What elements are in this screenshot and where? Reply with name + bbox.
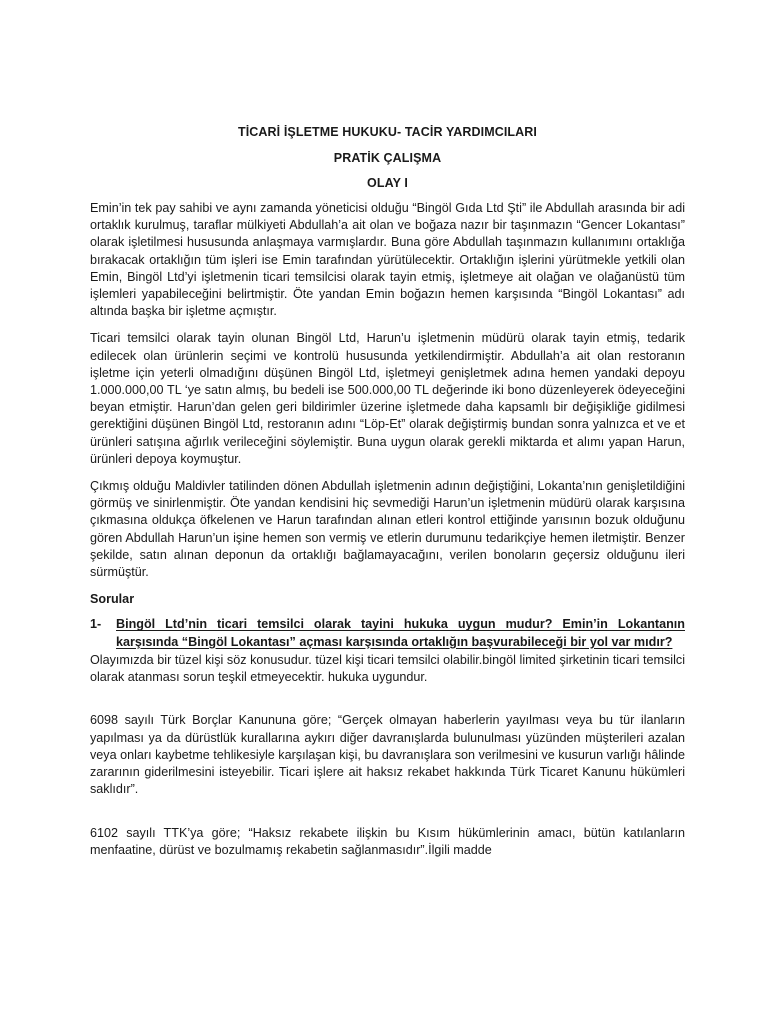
questions-heading: Sorular bbox=[90, 592, 135, 607]
law-6102-paragraph: 6102 sayılı TTK’ya göre; “Haksız rekabete ilişkin bu Kısım hükümlerinin amacı, bütün katılanların menfaatine, dürüst ve bozulmamış rekabetin sağlanmasıdır”.İlgili madde bbox=[90, 825, 685, 857]
question-number: 1- bbox=[90, 617, 102, 632]
document-subtitle: PRATİK ÇALIŞMA bbox=[333, 151, 442, 165]
question-text: Bingöl Ltd’nin ticari temsilci olarak tayini hukuka uygun mudur? Emin’in Lokantanın karşısında “Bingöl Lokantası” açması karşısında ortaklığın başvurabileceği bir yol var mıdır? bbox=[116, 617, 685, 649]
question-item bbox=[90, 616, 685, 651]
document-body bbox=[90, 124, 685, 869]
case-paragraph-1: Emin’in tek pay sahibi ve aynı zamanda yöneticisi olduğu “Bingöl Gıda Ltd Şti” ile Abdullah arasında bir adi ortaklık kurulmuş, taraflar mülkiyeti Abdullah’a ait olan ve boğaza nazır bir taşınmazın “Gencer Lokantası” olarak işletilmesi hususunda anlaşmaya varmışlardır. Buna göre Abdullah taşınmazın kullanımını ortaklığa bırakacak ortaklığın tüm işleri ise Emin tarafından yürütülecektir. Ortaklığın işlerini yürütmekle yetkili olan Emin, Bingöl Ltd’yi işletmenin ticari temsilcisi olarak tayin etmiş, işletmeye ait olağan ve olağanüstü tüm işlemleri yapabileceğini belirtmiştir. Öte yandan Emin boğazın hemen karşısında “Bingöl Lokantası” adı altında başka bir işletme açmıştır. bbox=[90, 201, 685, 319]
answer-paragraph: Olayımızda bir tüzel kişi söz konusudur. tüzel kişi ticari temsilci olabilir.bingöl limited şirketinin ticari temsilci olarak atanması sorun teşkil etmeyecektir. hukuka uygundur. bbox=[90, 653, 685, 685]
case-paragraph-2: Ticari temsilci olarak tayin olunan Bingöl Ltd, Harun’u işletmenin müdürü olarak tayin etmiş, tedarik edilecek olan ürünlerin seçimi ve kontrolü hususunda yetkilendirmiştir. Abdullah’a ait olan restoranın işletme için yeterli olmadığını düşünen Bingöl Ltd, işletmeyi genişletmek adına hemen yandaki depoyu 1.000.000,00 TL ‘ye satın almış, bu bedeli ise 500.000,00 TL değerinde iki bono düzenleyerek ödeyeceğini beyan etmiştir. Harun’dan gelen geri bildirimler üzerine işletmede daha kapsamlı bir değişikliğe gidilmesi gerektiğini düşünen Bingöl Ltd, restoranın adını “Löp-Et” olarak değiştirmiş bundan sonra yalnızca et ve et ürünleri satışına ağırlık verileceğini söylemiştir. Buna uygun olarak gerekli miktarda et alımı yapan Harun, ürünleri depoya koymuştur. bbox=[90, 331, 685, 466]
case-title: OLAY I bbox=[367, 176, 408, 190]
case-paragraph-3: Çıkmış olduğu Maldivler tatilinden dönen Abdullah işletmenin adının değiştiğini, Lokanta’nın genişletildiğini görmüş ve sinirlenmiştir. Öte yandan kendisini hiç sevmediği Harun’un işletmenin müdürü olarak karşısına çıkmasına oldukça öfkelenen ve Harun tarafından alınan etleri kontrol ettiğinde yarısının bozuk olduğunu gören Abdullah Harun’un işine hemen son vermiş ve etlerin durumunu tedarikçiye hemen iletmiştir. Benzer şekilde, satın alınan deponun da ortaklığı bağlamayacağını, verilen bonoların geçersiz olduğunu ileri sürmüştür. bbox=[90, 479, 685, 580]
law-6098-paragraph: 6098 sayılı Türk Borçlar Kanununa göre; “Gerçek olmayan haberlerin yayılması veya bu tür ilanların yapılması ya da dürüstlük kurallarına aykırı diğer davranışlarda bulunulması yüzünden müşterileri azalan veya onları kaybetme tehlikesiyle karşılaşan kişi, bu davranışlara son verilmesini ve kusurun varlığı hâlinde zararının giderilmesini isteyebilir. Ticari işlere ait haksız rekabet hakkında Türk Ticaret Kanunu hükümleri saklıdır”. bbox=[90, 713, 685, 797]
document-title: TİCARİ İŞLETME HUKUKU- TACİR YARDIMCILARI bbox=[237, 125, 537, 139]
